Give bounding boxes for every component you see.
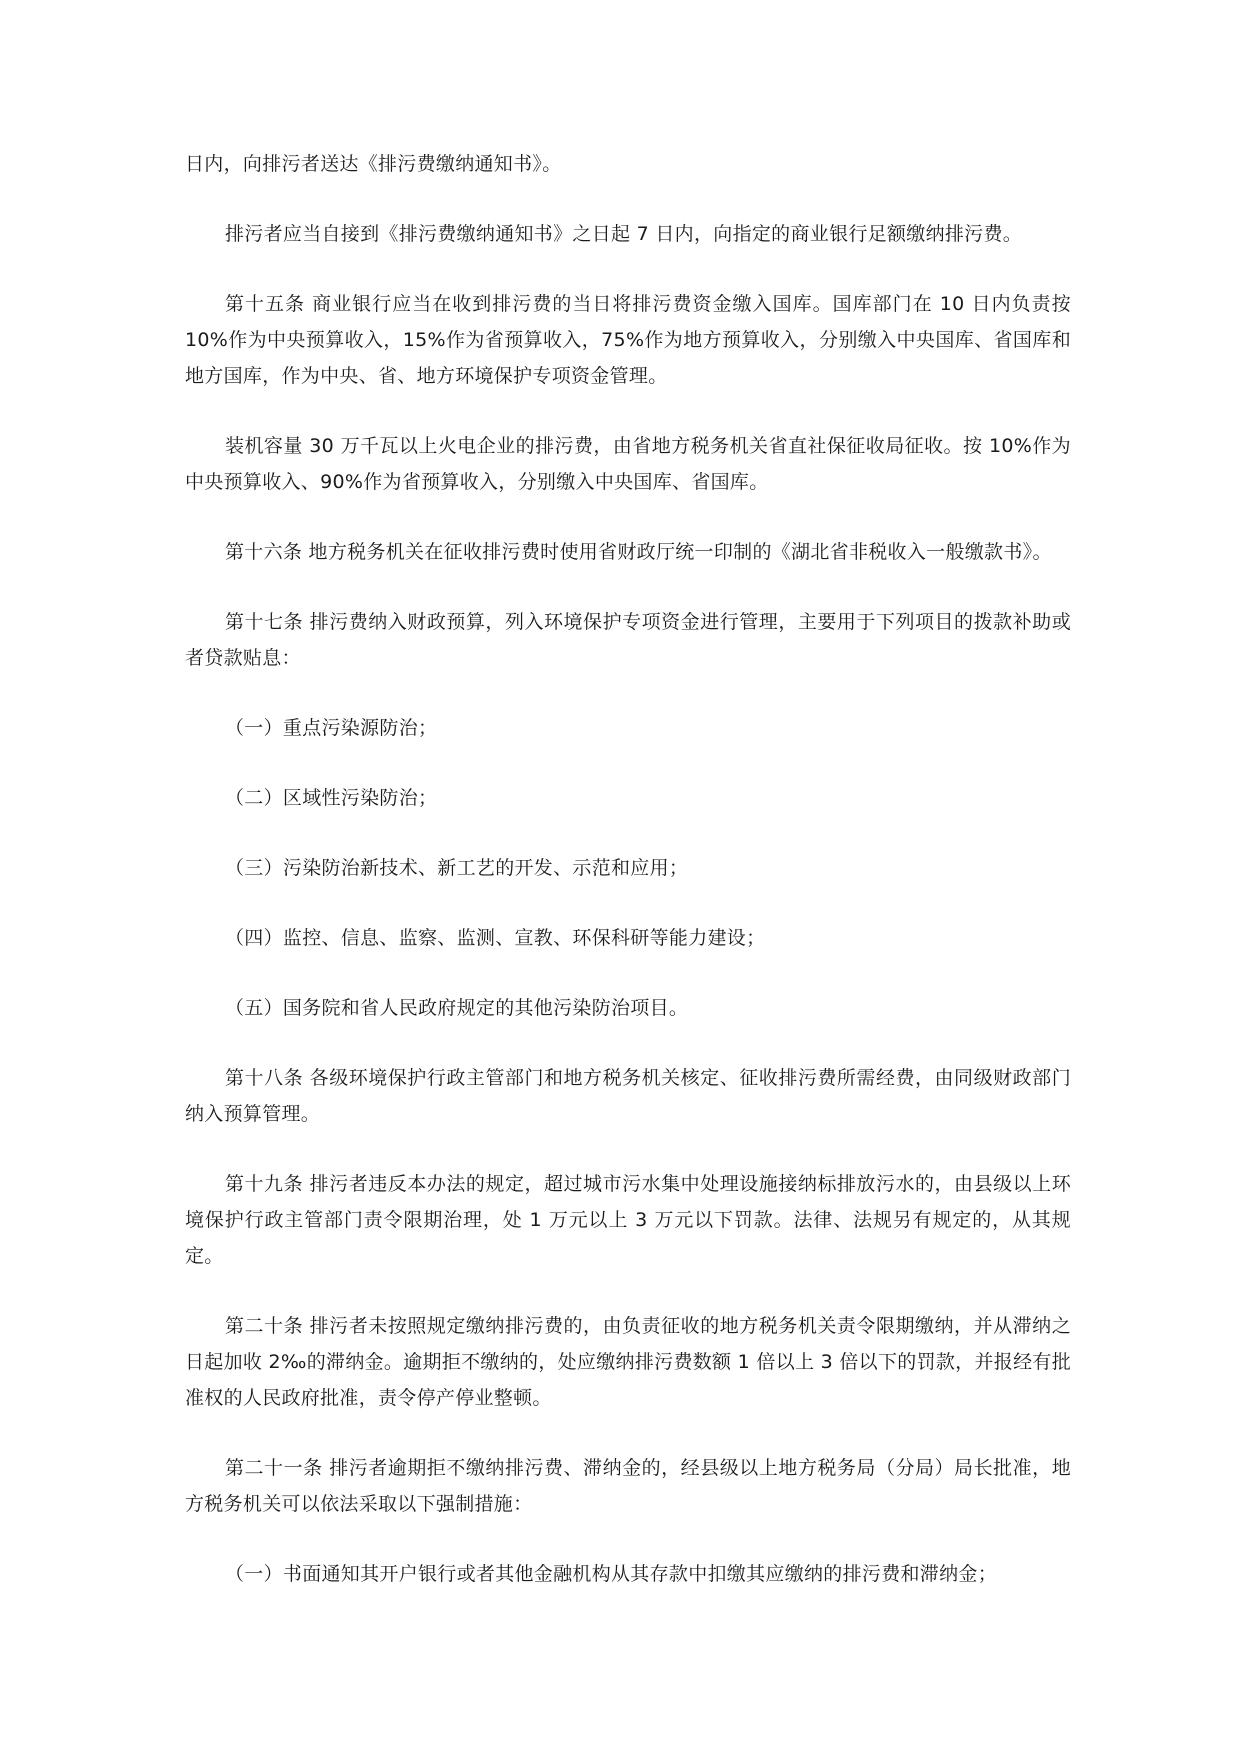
paragraph-payment-deadline: 排污者应当自接到《排污费缴纳通知书》之日起 7 日内，向指定的商业银行足额缴纳排污费。 [225, 223, 1023, 245]
article-18: 第十八条 各级环境保护行政主管部门和地方税务机关核定、征收排污费所需经费，由同级财政部门纳入预算管理。 [185, 1067, 1071, 1125]
document-body [185, 146, 1071, 1626]
list-item: （一）书面通知其开户银行或者其他金融机构从其存款中扣缴其应缴纳的排污费和滞纳金； [225, 1563, 998, 1585]
list-item: （三）污染防治新技术、新工艺的开发、示范和应用； [225, 857, 689, 879]
article-20: 第二十条 排污者未按照规定缴纳排污费的，由负责征收的地方税务机关责令限期缴纳，并从滞纳之日起加收 2‰的滞纳金。逾期拒不缴纳的，处应缴纳排污费数额 1 倍以上 3 倍以下的罚款，并报经有批准权的人民政府批准，责令停产停业整顿。 [185, 1315, 1071, 1409]
paragraph-thermal-power: 装机容量 30 万千瓦以上火电企业的排污费，由省地方税务机关省直社保征收局征收。按 10%作为中央预算收入、90%作为省预算收入，分别缴入中央国库、省国库。 [185, 435, 1071, 493]
article-16: 第十六条 地方税务机关在征收排污费时使用省财政厅统一印制的《湖北省非税收入一般缴款书》。 [225, 541, 1052, 563]
list-item: （二）区域性污染防治； [225, 787, 438, 809]
list-item: （五）国务院和省人民政府规定的其他污染防治项目。 [225, 997, 689, 1019]
article-19: 第十九条 排污者违反本办法的规定，超过城市污水集中处理设施接纳标排放污水的，由县级以上环境保护行政主管部门责令限期治理，处 1 万元以上 3 万元以下罚款。法律、法规另有规定的，从其规定。 [185, 1173, 1071, 1267]
article-15: 第十五条 商业银行应当在收到排污费的当日将排污费资金缴入国库。国库部门在 10 日内负责按 10%作为中央预算收入，15%作为省预算收入，75%作为地方预算收入，分别缴入中央国库、省国库和地方国库，作为中央、省、地方环境保护专项资金管理。 [185, 293, 1071, 387]
paragraph-continuation: 日内，向排污者送达《排污费缴纳通知书》。 [185, 153, 562, 175]
article-17: 第十七条 排污费纳入财政预算，列入环境保护专项资金进行管理，主要用于下列项目的拨款补助或者贷款贴息： [185, 611, 1071, 669]
list-item: （四）监控、信息、监察、监测、宣教、环保科研等能力建设； [225, 927, 766, 949]
article-21: 第二十一条 排污者逾期拒不缴纳排污费、滞纳金的，经县级以上地方税务局（分局）局长批准，地方税务机关可以依法采取以下强制措施： [185, 1457, 1071, 1515]
list-item: （一）重点污染源防治； [225, 717, 438, 739]
